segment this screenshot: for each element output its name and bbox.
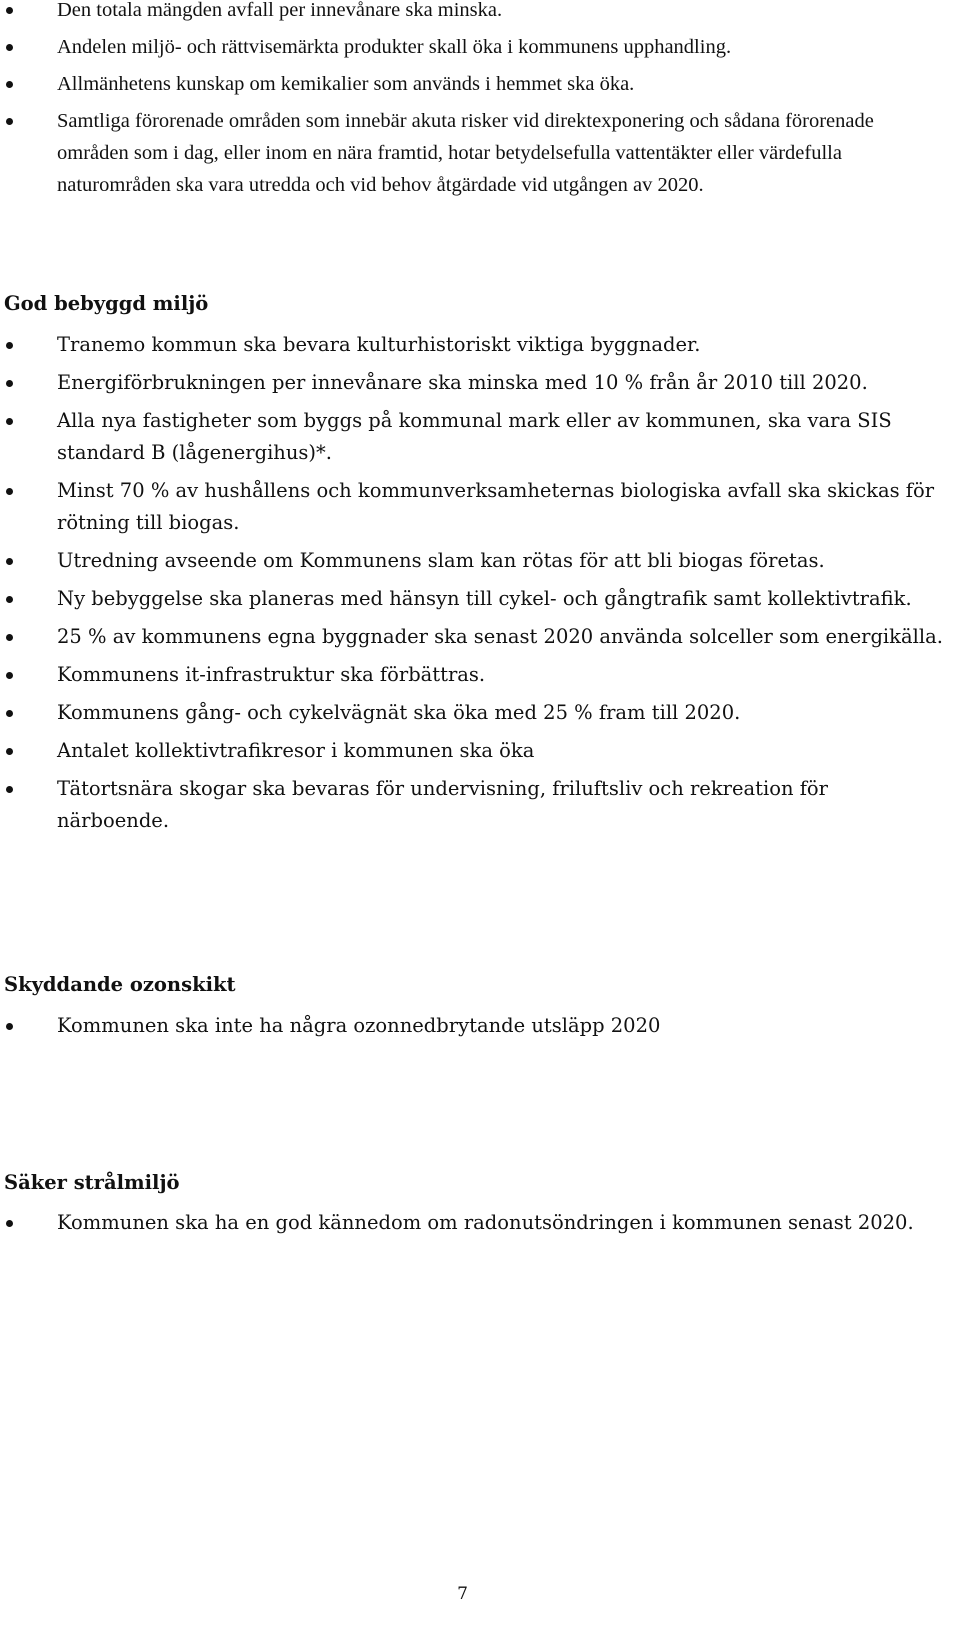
list-item [0, 735, 945, 767]
list-item [0, 475, 945, 539]
list-item-text: Den totala mängden avfall per innevånare ska minska. [57, 0, 503, 21]
list-item [0, 0, 945, 26]
bullet-icon [6, 488, 13, 495]
bullet-icon [6, 342, 13, 349]
bullet-icon [6, 1220, 13, 1227]
list-item [0, 697, 945, 729]
bullet-icon [6, 596, 13, 603]
list-item [0, 773, 945, 837]
bullet-icon [6, 418, 13, 425]
bullet-icon [6, 118, 13, 125]
bullet-icon [6, 7, 13, 14]
list-item [0, 367, 945, 399]
bullet-icon [6, 748, 13, 755]
list-item-text: Allmänhetens kunskap om kemikalier som används i hemmet ska öka. [57, 73, 635, 95]
list-item-text: Samtliga förorenade områden som innebär akuta risker vid direktexponering och sådana förorenade områden som i dag, eller inom en nära framtid, hotar betydelsefulla vattentäkter eller värdefulla naturområden ska vara utredda och vid behov åtgärdade vid utgången av 2020. [57, 110, 874, 196]
bullet-icon [6, 81, 13, 88]
bullet-icon [6, 380, 13, 387]
list-item [0, 105, 945, 201]
list-item-text: Andelen miljö- och rättvisemärkta produkter skall öka i kommunens upphandling. [57, 36, 732, 58]
list-item-text: Minst 70 % av hushållens och kommunverksamheternas biologiska avfall ska skickas för rötning till biogas. [57, 479, 935, 534]
bullet-icon [6, 558, 13, 565]
list-item-text: Tätortsnära skogar ska bevaras för undervisning, friluftsliv och rekreation för närboende. [57, 777, 828, 832]
bullet-icon [6, 710, 13, 717]
list-item-text: Utredning avseende om Kommunens slam kan rötas för att bli biogas företas. [57, 549, 825, 572]
bullet-icon [6, 1023, 13, 1030]
list-item [0, 583, 945, 615]
list-item [0, 545, 945, 577]
bullet-icon [6, 786, 13, 793]
list-item-text: Tranemo kommun ska bevara kulturhistoriskt viktiga byggnader. [57, 333, 701, 356]
list-item [0, 1010, 945, 1042]
list-item-text: Kommunens gång- och cykelvägnät ska öka med 25 % fram till 2020. [57, 701, 741, 724]
list-item-text: Ny bebyggelse ska planeras med hänsyn till cykel- och gångtrafik samt kollektivtrafik. [57, 587, 912, 610]
list-item [0, 405, 945, 469]
list-item-text: 25 % av kommunens egna byggnader ska senast 2020 använda solceller som energikälla. [57, 625, 943, 648]
list-item-text: Alla nya fastigheter som byggs på kommunal mark eller av kommunen, ska vara SIS standard B (lågenergihus)*. [57, 409, 892, 464]
list-item [0, 329, 945, 361]
list-item [0, 621, 945, 653]
goal-list-stral [0, 1207, 945, 1239]
goal-list-intro [0, 0, 945, 201]
section-heading-god-bebyggd-miljo: God bebyggd miljö [4, 292, 209, 315]
section-heading-skyddande-ozonskikt: Skyddande ozonskikt [4, 973, 236, 996]
list-item-text: Kommunen ska ha en god kännedom om radonutsöndringen i kommunen senast 2020. [57, 1211, 914, 1234]
list-item [0, 1207, 945, 1239]
bullet-icon [6, 44, 13, 51]
list-item [0, 68, 945, 100]
list-item [0, 31, 945, 63]
list-item-text: Kommunens it-infrastruktur ska förbättras. [57, 663, 486, 686]
bullet-icon [6, 672, 13, 679]
section-heading-saker-stralmiljo: Säker strålmiljö [4, 1171, 180, 1194]
goal-list-ozon [0, 1010, 945, 1042]
list-item-text: Kommunen ska inte ha några ozonnedbrytande utsläpp 2020 [57, 1014, 661, 1037]
page-number: 7 [457, 1584, 468, 1604]
list-item-text: Energiförbrukningen per innevånare ska minska med 10 % från år 2010 till 2020. [57, 371, 868, 394]
list-item-text: Antalet kollektivtrafikresor i kommunen ska öka [57, 739, 535, 762]
bullet-icon [6, 634, 13, 641]
list-item [0, 659, 945, 691]
goal-list-bebyggd [0, 329, 945, 837]
